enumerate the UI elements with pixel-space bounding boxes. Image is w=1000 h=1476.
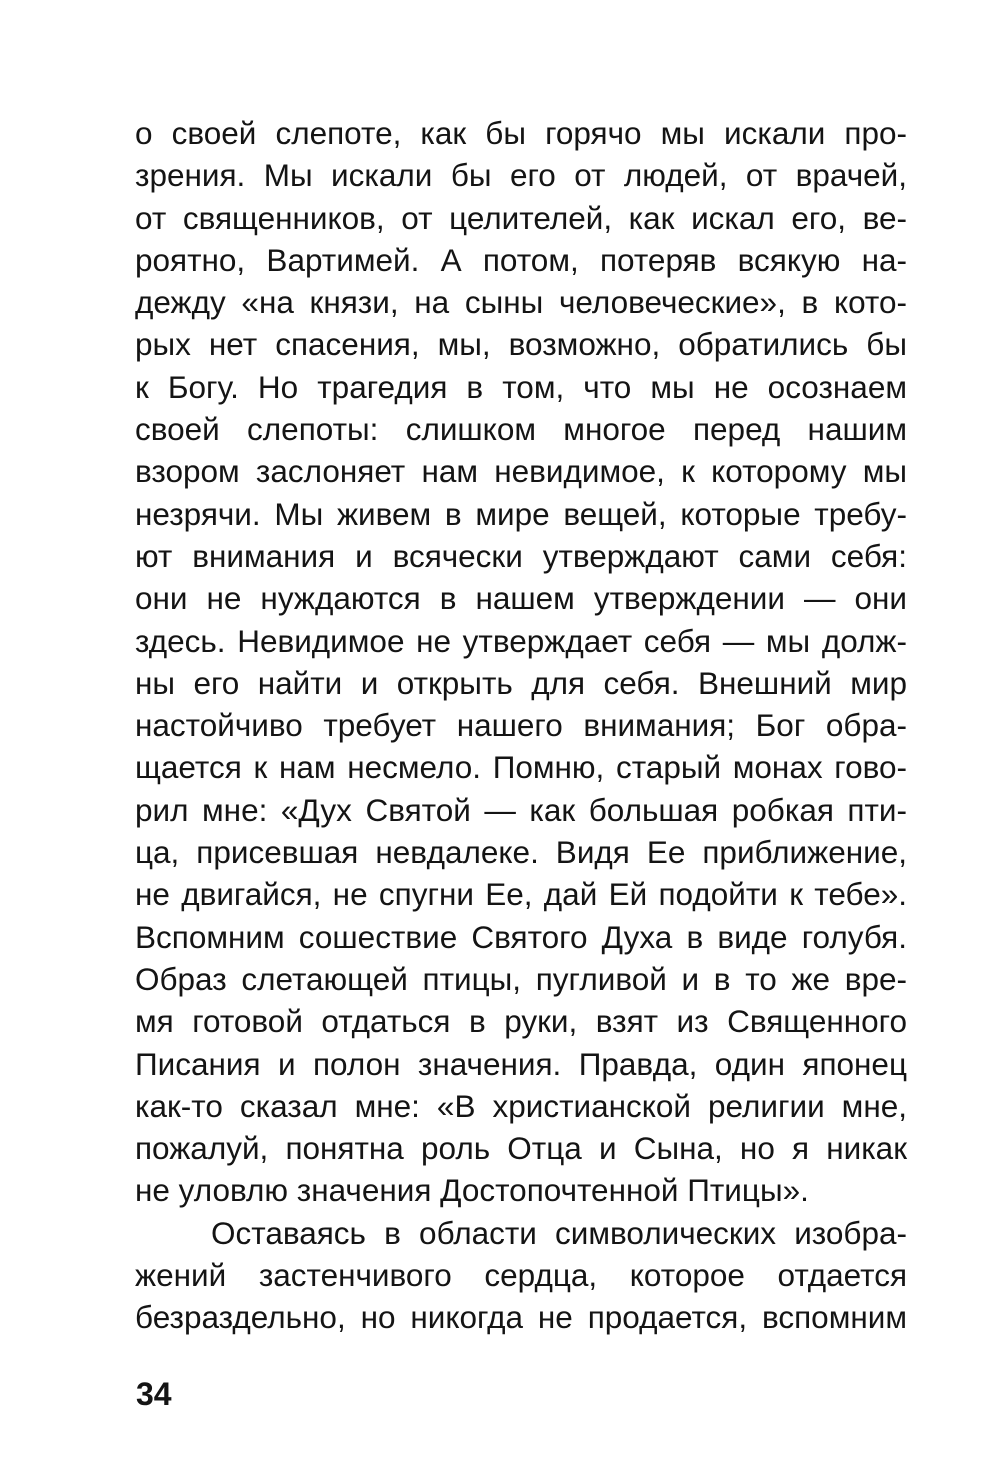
text-line: рил мне: «Дух Святой — как большая робкая пти- [135,791,907,828]
text-line: ны его найти и открыть для себя. Внешний мир [135,664,907,701]
text-line: зрения. Мы искали бы его от людей, от врачей, [135,157,907,194]
text-line: дежду «на князи, на сыны человеческие», в кото- [135,284,907,321]
text-line: рых нет спасения, мы, возможно, обратились бы [135,326,907,363]
text-line: ют внимания и всячески утверждают сами себя: [135,537,907,574]
text-line: к Богу. Но трагедия в том, что мы не осознаем [135,368,907,405]
text-line: они не нуждаются в нашем утверждении — они [135,580,907,617]
text-line: пожалуй, понятна роль Отца и Сына, но я никак [135,1130,907,1167]
text-line: Образ слетающей птицы, пугливой и в то же вре- [135,960,907,997]
text-line: настойчиво требует нашего внимания; Бог обра- [135,707,907,744]
text-line: Писания и полон значения. Правда, один японец [135,1045,907,1082]
text-line: мя готовой отдаться в руки, взят из Священного [135,1003,907,1040]
text-line: роятно, Вартимей. А потом, потеряв всякую на- [135,241,907,278]
text-line: безраздельно, но никогда не продается, вспомним [135,1299,907,1336]
text-line: жений застенчивого сердца, которое отдается [135,1257,907,1294]
text-line: от священников, от целителей, как искал его, ве- [135,199,907,236]
text-line: как-то сказал мне: «В христианской религии мне, [135,1087,907,1124]
text-line: взором заслоняет нам невидимое, к которому мы [135,453,907,490]
text-line: своей слепоты: слишком многое перед нашим [135,411,907,448]
text-line: не двигайся, не спугни Ее, дай Ей подойти к тебе». [135,876,907,913]
page-number: 34 [136,1376,172,1412]
text-line: не уловлю значения Достопочтенной Птицы». [135,1172,809,1209]
text-line: ца, присевшая невдалеке. Видя Ее приближение, [135,834,907,871]
text-line: о своей слепоте, как бы горячо мы искали про- [135,115,907,151]
text-line: щается к нам несмело. Помню, старый монах гово- [135,749,907,786]
text-line: незрячи. Мы живем в мире вещей, которые требу- [135,495,907,532]
paragraph-start-line: Оставаясь в области символических изобра- [211,1214,907,1251]
text-line: Вспомним сошествие Святого Духа в виде голубя. [135,918,907,955]
text-line: здесь. Невидимое не утверждает себя — мы долж- [135,622,907,659]
page-text [135,112,907,1339]
